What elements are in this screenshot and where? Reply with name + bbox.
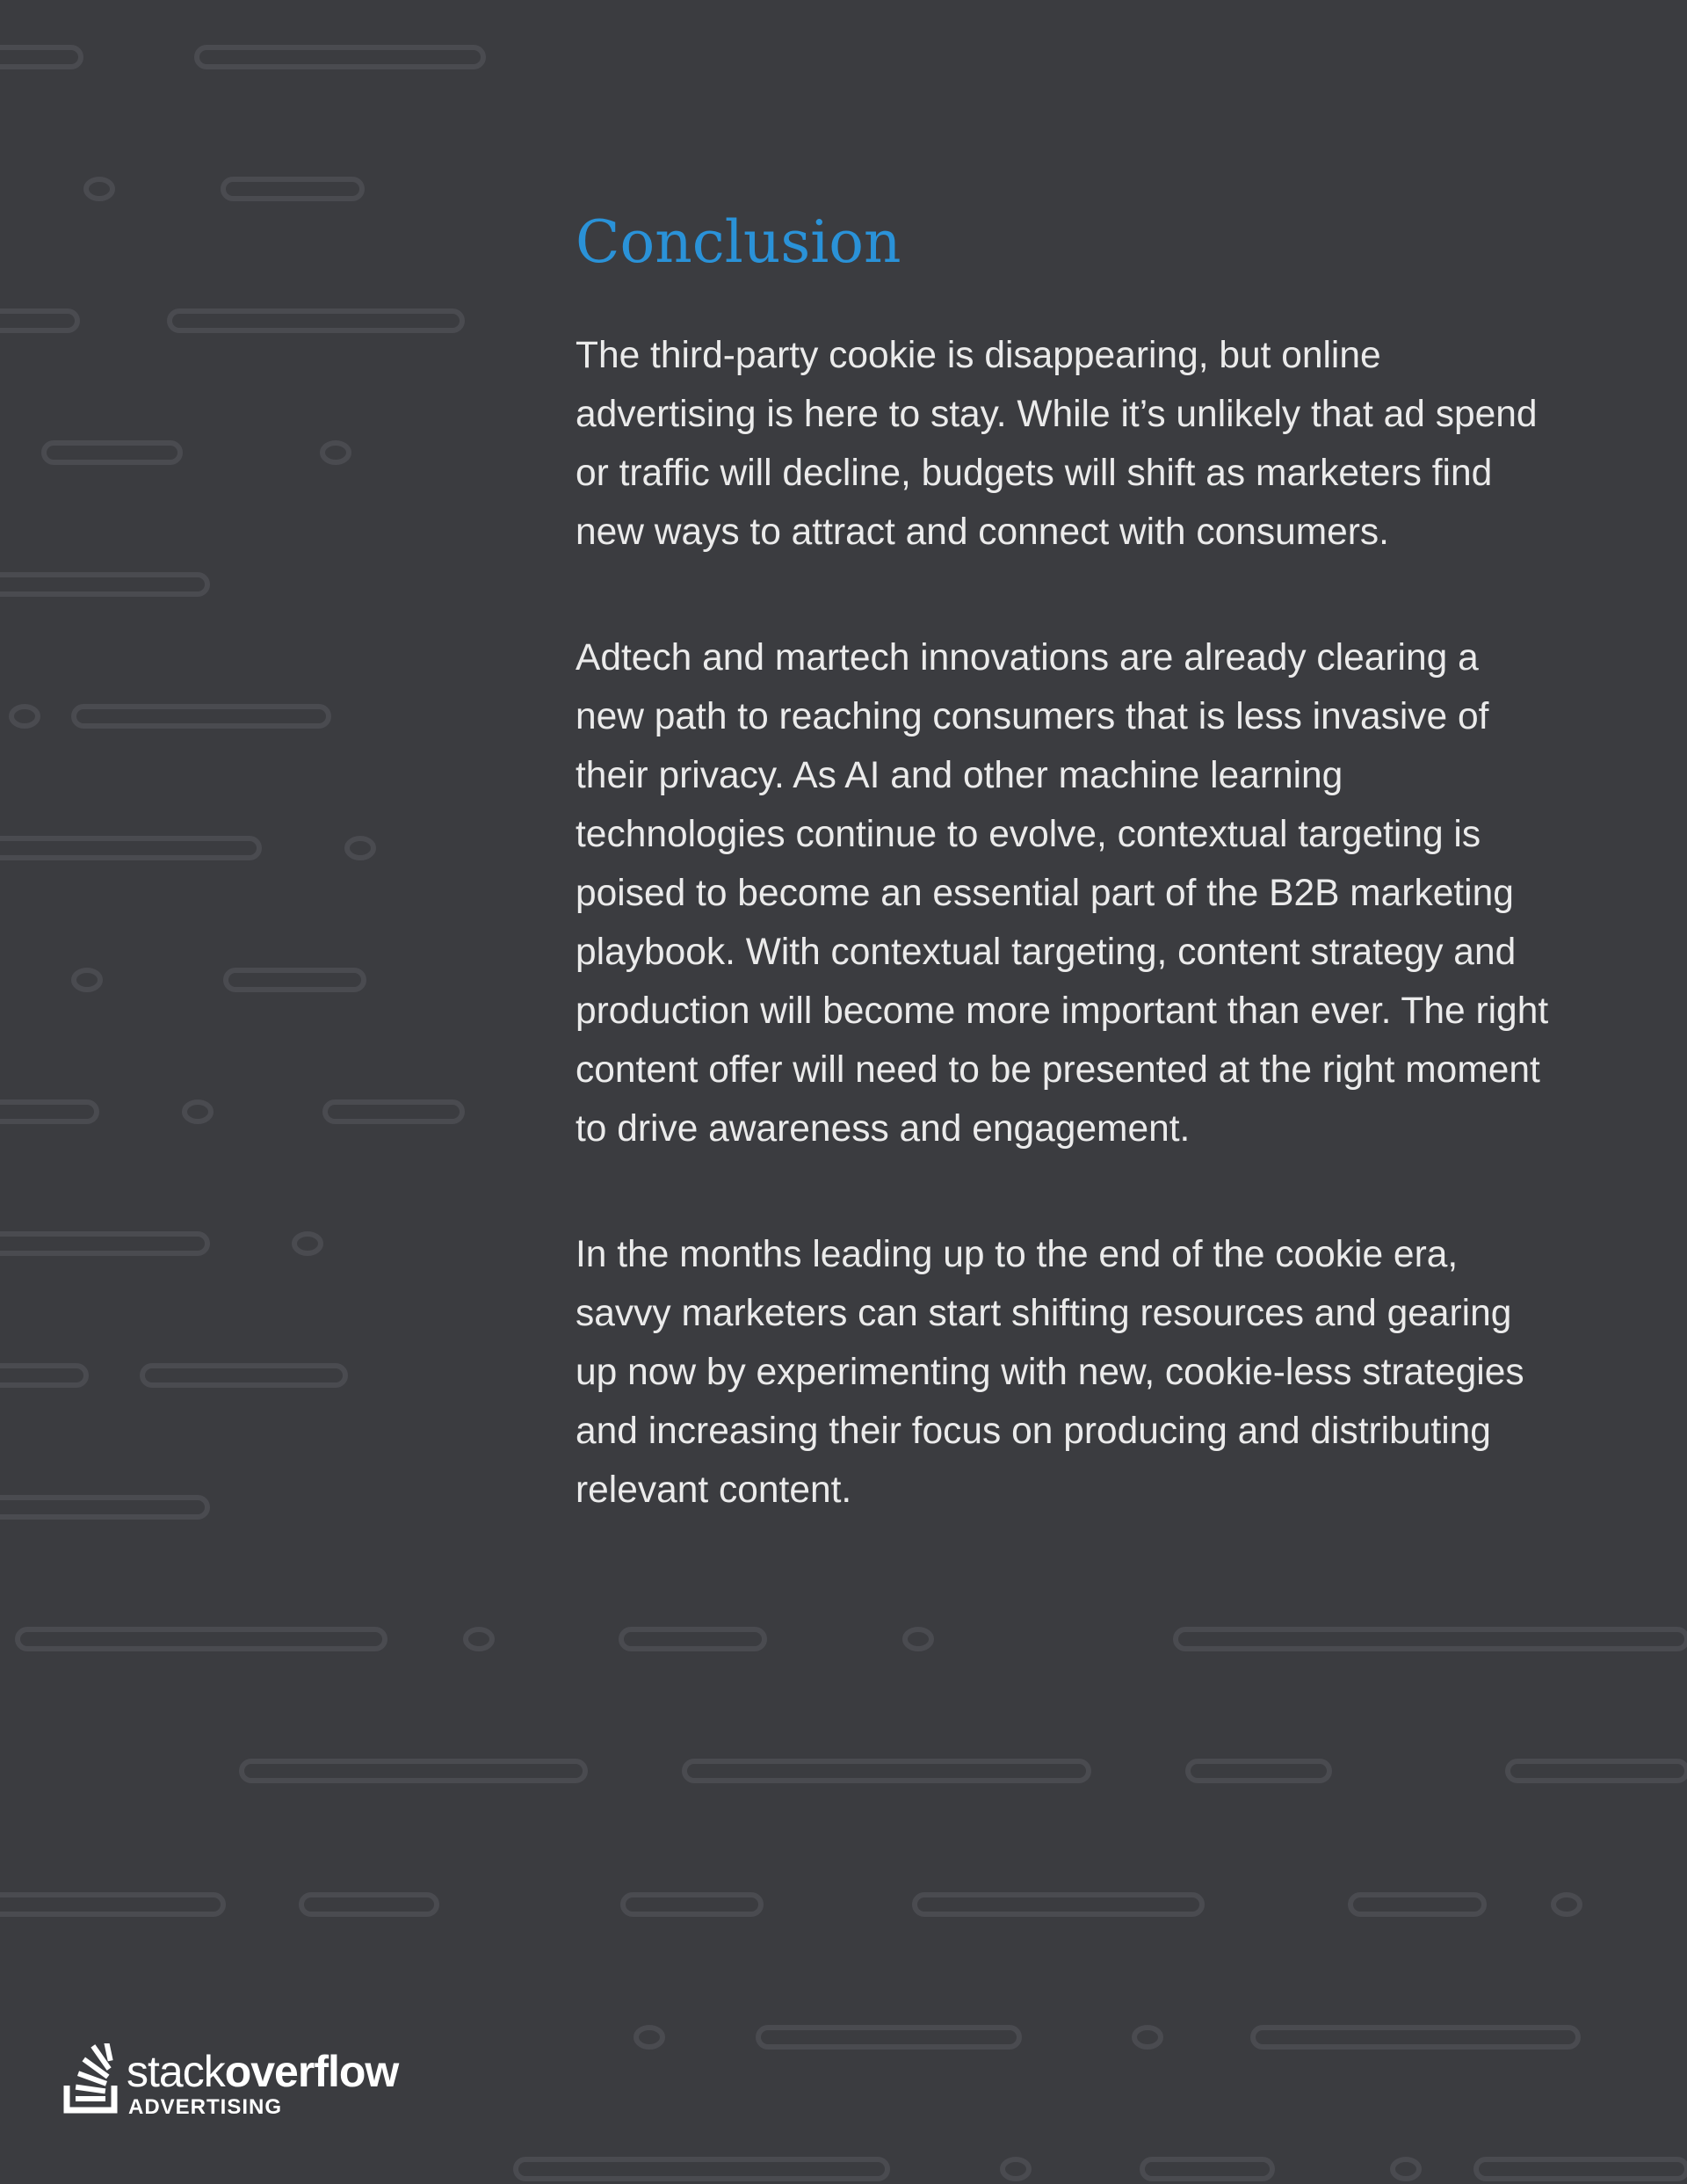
conclusion-section (576, 207, 1551, 1586)
pattern-dash (1350, 1895, 1484, 1914)
paragraph-3: In the months leading up to the end of the cookie era, savvy marketers can start shifting resources and gearing up now by experimenting with new, cookie-less strategies and increasing their focus on producing and distributing relevant content. (576, 1234, 1524, 1511)
pattern-dash (325, 1102, 462, 1121)
pattern-dash (684, 1761, 1089, 1781)
pattern-dash (1508, 1761, 1687, 1781)
pattern-dot (636, 2028, 662, 2047)
pattern-dash (0, 1498, 207, 1517)
pattern-dash (1188, 1761, 1329, 1781)
pattern-dash (242, 1761, 585, 1781)
pattern-dash (621, 1629, 764, 1649)
pattern-dot (466, 1629, 492, 1649)
pattern-dash (170, 311, 462, 330)
pattern-dash (516, 2159, 887, 2179)
logo-subtitle: ADVERTISING (128, 2095, 283, 2119)
paragraph-2: Adtech and martech innovations are already clearing a new path to reaching consumers that is less invasive of their privacy. As AI and other machine learning technologies continue to evolve, contextual targeting is poised to become an essential part of the B2B marketing playbook. With contextual targeting, content strategy and production will become more important than ever. The right content offer will need to be presented at the right moment to drive awareness and engagement. (576, 637, 1549, 1150)
pattern-dot (347, 838, 373, 858)
pattern-dash (1176, 1629, 1687, 1649)
pattern-dash (0, 311, 77, 330)
pattern-dash (0, 838, 259, 858)
pattern-dash (0, 575, 207, 594)
pattern-dot (74, 970, 100, 990)
pattern-dash (44, 443, 180, 462)
pattern-dash (223, 179, 362, 199)
pattern-dash (0, 1234, 207, 1253)
pattern-dot (905, 1629, 931, 1649)
pattern-dash (142, 1366, 345, 1385)
pattern-dash (74, 707, 329, 726)
pattern-dash (0, 1102, 97, 1121)
logo-word-stack: stack (127, 2047, 225, 2096)
stack-overflow-icon (63, 2043, 123, 2114)
logo-word-overflow: overflow (224, 2047, 399, 2096)
pattern-dot (1134, 2028, 1161, 2047)
pattern-dash (1253, 2028, 1578, 2047)
pattern-dot (1393, 2159, 1419, 2179)
pattern-dot (294, 1234, 321, 1253)
pattern-dash (226, 970, 364, 990)
pattern-dot (1553, 1895, 1580, 1914)
logo-wordmark (127, 2047, 398, 2096)
pattern-dash (0, 47, 81, 67)
pattern-dot (1003, 2159, 1029, 2179)
pattern-dash (0, 1895, 223, 1914)
pattern-dot (11, 707, 38, 726)
pattern-dash (197, 47, 483, 67)
pattern-dash (758, 2028, 1019, 2047)
paragraph-1: The third-party cookie is disappearing, but online advertising is here to stay. While it’s unlikely that ad spend or traffic will decline, budgets will shift as marketers find new ways to attract and connect with consumers. (576, 335, 1538, 553)
pattern-dash (1142, 2159, 1272, 2179)
pattern-dot (185, 1102, 211, 1121)
pattern-dash (301, 1895, 437, 1914)
pattern-dash (623, 1895, 761, 1914)
pattern-dash (18, 1629, 385, 1649)
pattern-dash (1476, 2159, 1687, 2179)
stack-overflow-advertising-logo (63, 2043, 432, 2131)
pattern-dot (86, 179, 112, 199)
pattern-dash (915, 1895, 1202, 1914)
page-title: Conclusion (576, 208, 901, 276)
pattern-dot (322, 443, 349, 462)
pattern-dash (0, 1366, 86, 1385)
